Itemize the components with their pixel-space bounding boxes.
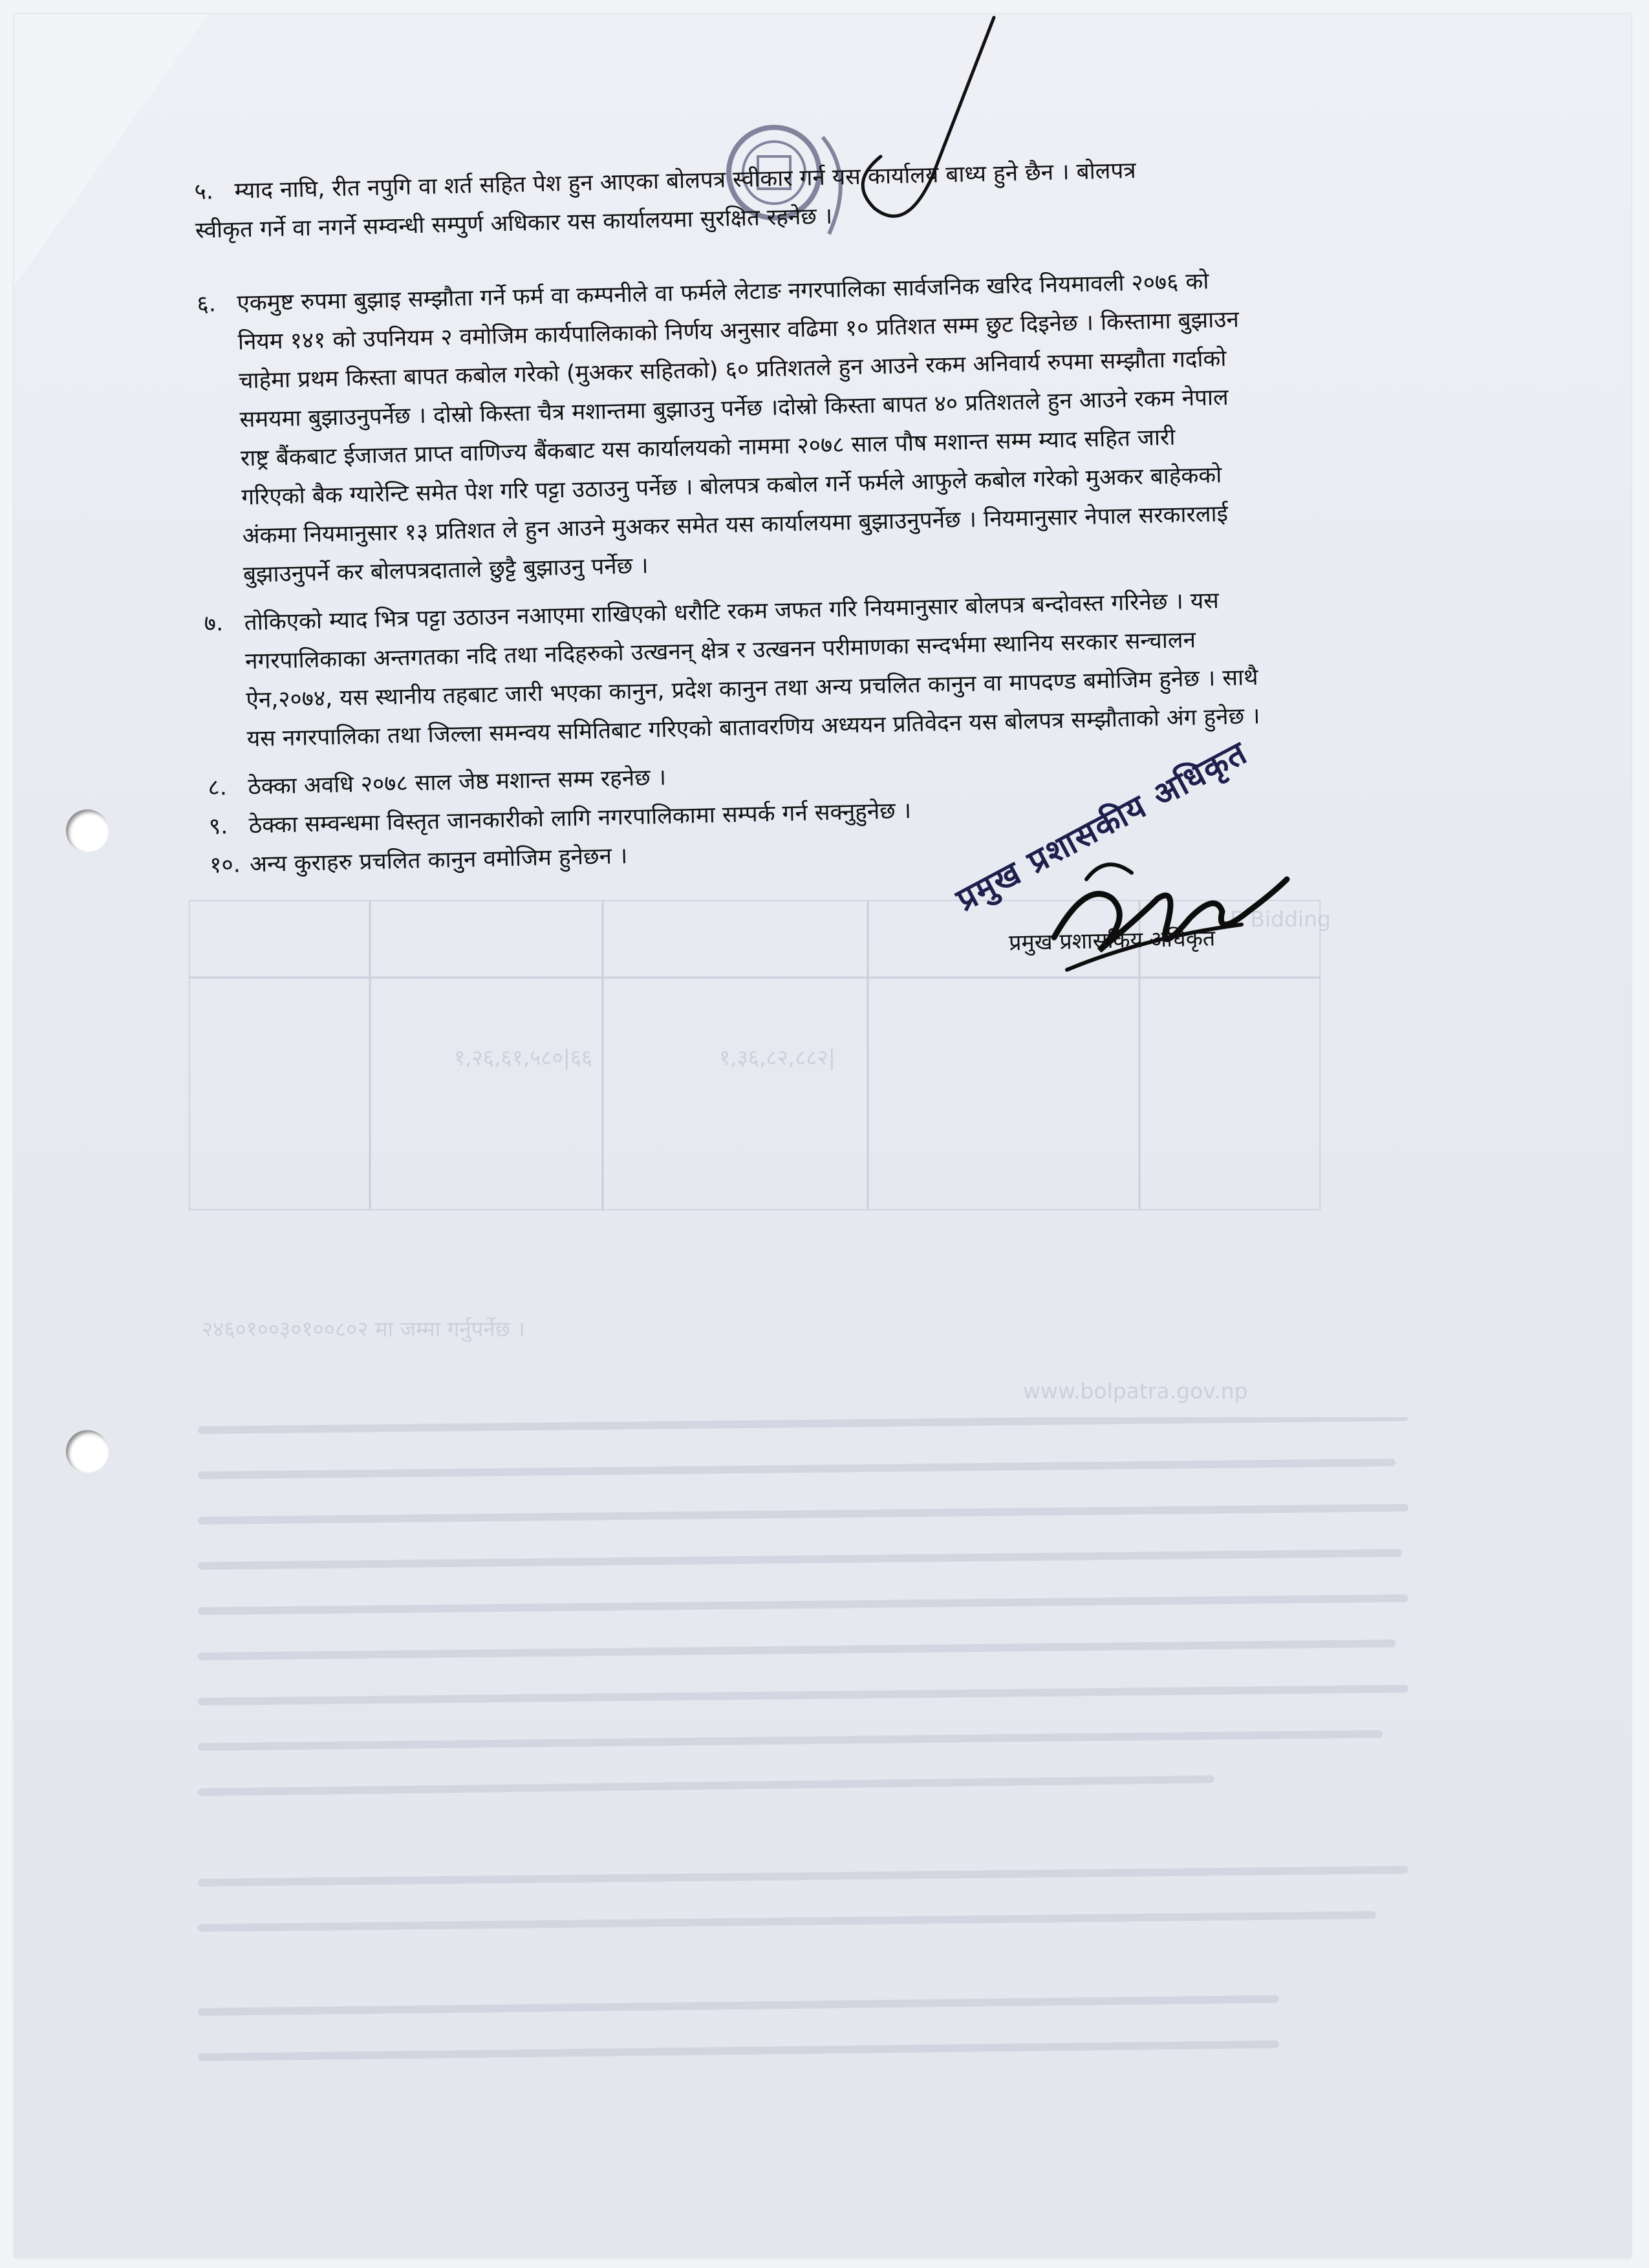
clause-line: स्वीकृत गर्ने वा नगर्ने सम्वन्धी सम्पुर्ण अधिकार यस कार्यालयमा सुरक्षित रहनेछ । xyxy=(195,203,833,244)
show-through-text: www.bolpatra.gov.np xyxy=(1023,1378,1248,1404)
show-through-text: २४६०१००३०१००८०२ मा जम्मा गर्नुपर्नेछ । xyxy=(202,1316,525,1342)
show-through-text: १,३६,८२,८८२| xyxy=(719,1045,835,1070)
clause-number: ७. xyxy=(204,610,224,637)
clause-line: तोकिएको म्याद भित्र पट्टा उठाउन नआएमा राखिएको धरौटि रकम जफत गरि नियमानुसार बोलपत्र बन्दोवस्त गरिनेछ । यस xyxy=(244,588,1220,636)
clause-line: ठेक्का अवधि २०७८ साल जेष्ठ मशान्त सम्म रहनेछ । xyxy=(248,764,667,800)
clause-line: यस नगरपालिका तथा जिल्ला समन्वय समितिबाट गरिएको बातावरणिय अध्ययन प्रतिवेदन यस बोलपत्र सम्झौताको अंग हुनेछ । xyxy=(246,703,1260,753)
clause-line: गरिएको बैक ग्यारेन्टि समेत पेश गरि पट्टा उठाउनु पर्नेछ । बोलपत्र कबोल गर्ने फर्मले आफुले कबोल गरेको मुअकर बाहेकको xyxy=(241,462,1222,511)
clause-line: चाहेमा प्रथम किस्ता बापत कबोल गरेको (मुअकर सहितको) ६० प्रतिशतले हुन आउने रकम अनिवार्य रुपमा सम्झौता गर्दाको xyxy=(238,345,1227,394)
clause-6 xyxy=(197,259,1464,594)
clause-line: अन्य कुराहरु प्रचलित कानुन वमोजिम हुनेछन । xyxy=(249,843,628,878)
show-through-text: १,२६,६१,५८०|६६ xyxy=(454,1045,593,1070)
clause-7 xyxy=(204,578,1468,758)
clause-line: नियम १४१ को उपनियम २ वमोजिम कार्यपालिकाको निर्णय अनुसार वढिमा १० प्रतिशत सम्म छुट दिइनेछ । किस्तामा बुझाउन xyxy=(237,306,1240,356)
punch-hole xyxy=(66,1430,109,1473)
show-through-text: E Bidding xyxy=(1230,906,1331,932)
clause-number: ८. xyxy=(208,775,228,801)
folded-corner xyxy=(14,14,208,286)
clause-number: १०. xyxy=(209,851,241,879)
clause-line: एकमुष्ट रुपमा बुझाइ सम्झौता गर्ने फर्म वा कम्पनीले वा फर्मले लेटाङ नगरपालिका सार्वजनिक खरिद नियमावली २०७६ को xyxy=(237,268,1209,317)
show-through-lines xyxy=(176,1417,1437,2096)
clause-line: ठेक्का सम्वन्धमा विस्तृत जानकारीको लागि नगरपालिकामा सम्पर्क गर्न सक्नुहुनेछ । xyxy=(248,798,912,839)
official-stamp: प्रमुख प्रशासकीय अधिकृत xyxy=(950,733,1254,919)
clause-line: नगरपालिकाका अन्तगतका नदि तथा नदिहरुको उत्खनन् क्षेत्र र उत्खनन परीमाणका सन्दर्भमा स्थानिय सरकार सन्चालन xyxy=(244,627,1196,675)
clause-line: राष्ट्र बैंकबाट ईजाजत प्राप्त वाणिज्य बैंकबाट यस कार्यालयको नाममा २०७८ साल पौष मशान्त सम्म म्याद सहित जारी xyxy=(240,424,1176,472)
clause-line: अंकमा नियमानुसार १३ प्रतिशत ले हुन आउने मुअकर समेत यस कार्यालयमा बुझाउनुपर्नेछ । नियमानुसार नेपाल सरकारलाई xyxy=(242,500,1229,550)
clause-number: ६. xyxy=(197,291,217,317)
punch-hole xyxy=(66,809,109,852)
clause-line: म्याद नाघि, रीत नपुगि वा शर्त सहित पेश हुन आएका बोलपत्र स्वीकार गर्न यस कार्यालय बाध्य हुने छैन । बोलपत्र xyxy=(234,157,1137,204)
clause-line: समयमा बुझाउनुपर्नेछ । दोस्रो किस्ता चैत्र मशान्तमा बुझाउनु पर्नेछ ।दोस्रो किस्ता बापत ४० प्रतिशतले हुन आउने रकम नेपाल xyxy=(239,384,1229,433)
clause-line: बुझाउनुपर्ने कर बोलपत्रदाताले छुट्टै बुझाउनु पर्नेछ । xyxy=(242,553,649,588)
signatory-title: प्रमुख प्रशासकिय अधिकृत xyxy=(1008,925,1216,956)
clause-line: ऐन,२०७४, यस स्थानीय तहबाट जारी भएका कानुन, प्रदेश कानुन तथा अन्य प्रचलित कानुन वा मापदण्ड बमोजिम हुनेछ । साथै xyxy=(246,664,1258,714)
clause-number: ९. xyxy=(208,813,228,840)
clause-number: ५. xyxy=(194,178,214,205)
